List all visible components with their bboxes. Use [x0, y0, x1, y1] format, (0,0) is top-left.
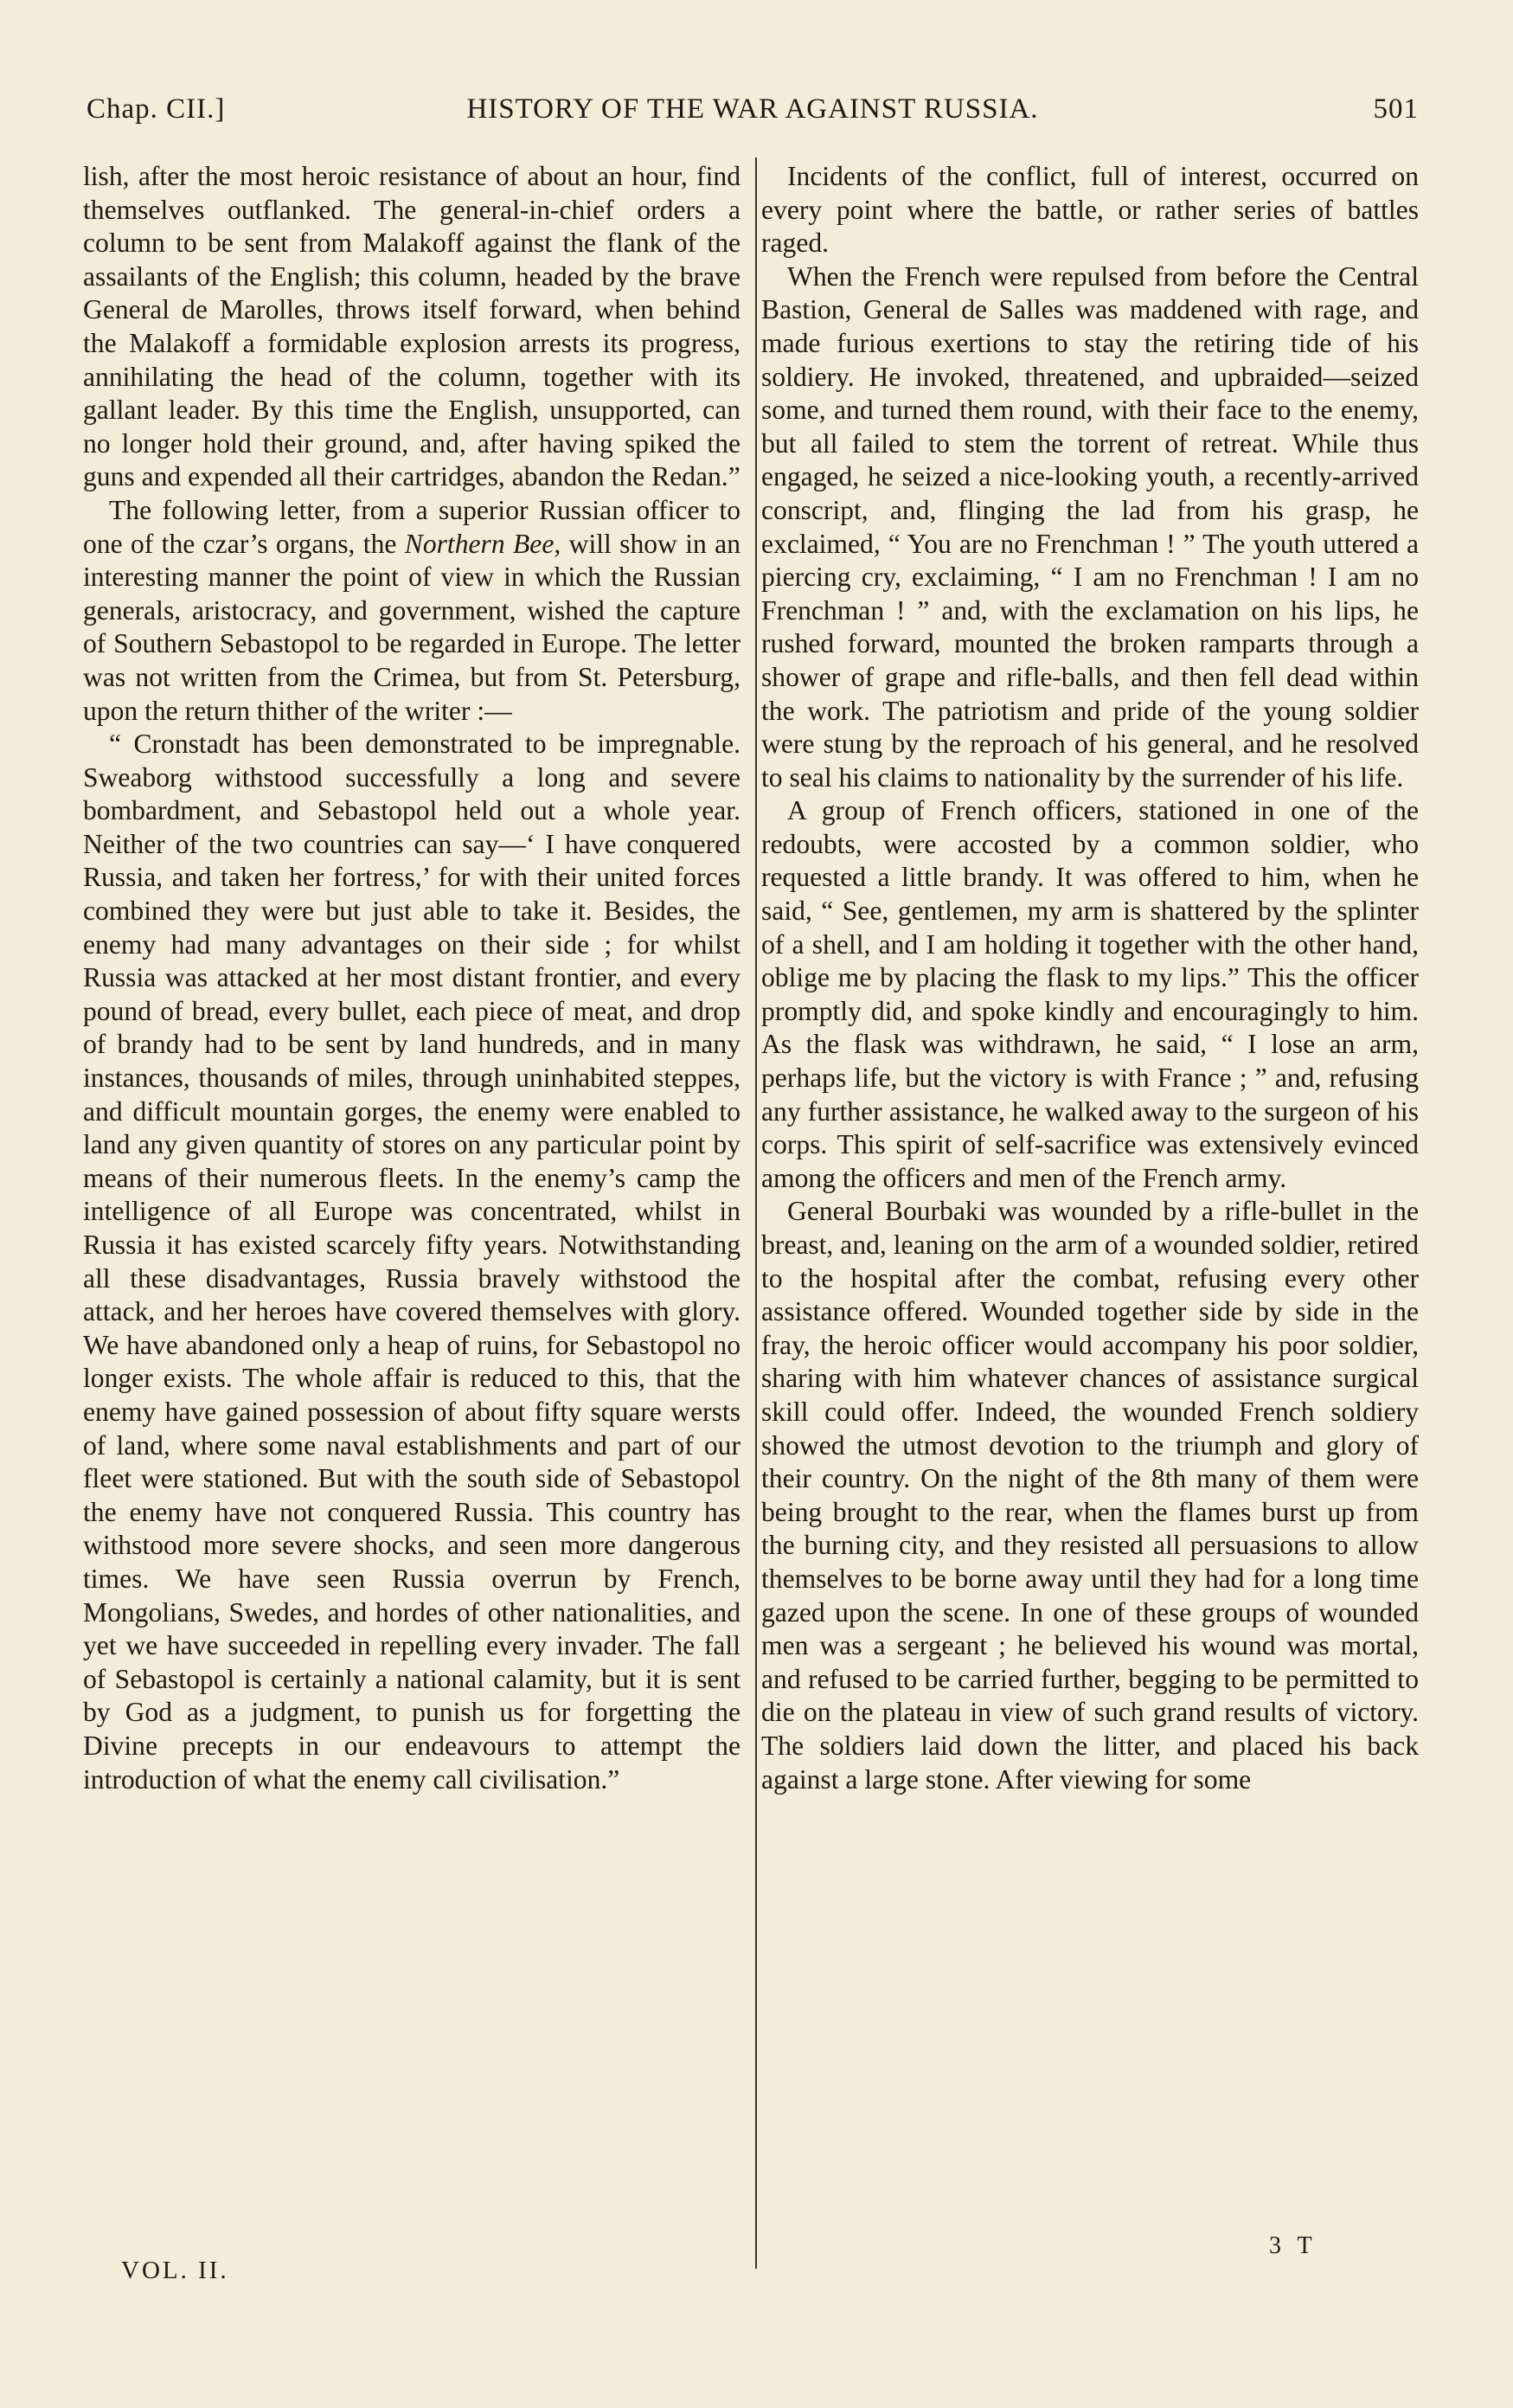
paragraph-text: The following letter, from a superior Russian officer to one of the czar’s organs, the — [83, 494, 740, 559]
paragraph-letter-quote: “ Cronstadt has been demonstrated to be impregnable. Sweaborg withstood successfully a long and severe bombardment, and Sebastopol held out a whole year. Neither of the two countries can say—‘ I have conquered Russia, and taken her fortress,’ for with their united forces combined they were but just able to take it. Besides, the enemy had many advantages on their side ; for whilst Russia was attacked at her most distant frontier, and every pound of bread, every bullet, each piece of meat, and drop of brandy had to be sent by land hundreds, and in many instances, thousands of miles, through uninhabited steppes, and difficult mountain gorges, the enemy were enabled to land any given quantity of stores on any particular point by means of their numerous fleets. In the enemy’s camp the intelligence of all Europe was concentrated, whilst in Russia it has existed scarcely fifty years. Notwithstanding all these disadvantages, Russia bravely withstood the attack, and her heroes have covered themselves with glory. We have abandoned only a heap of ruins, for Sebastopol no longer exists. The whole affair is reduced to this, that the enemy have gained possession of about fifty square wersts of land, where some naval establishments and part of our fleet were stationed. But with the south side of Sebastopol the enemy have not conquered Russia. This country has withstood more severe shocks, and seen more dangerous times. We have seen Russia overrun by French, Mongolians, Swedes, and hordes of other nationalities, and yet we have succeeded in repelling every invader. The fall of Sebastopol is certainly a national calamity, but it is sent by God as a judgment, to punish us for forgetting the Divine precepts in our endeavours to attempt the introduction of what the enemy call civilisation.” — [83, 729, 740, 1795]
paragraph-french-officers: A group of French officers, stationed in one of the redoubts, were accosted by a common soldier, who requested a little brandy. It was offered to him, when he said, “ See, gentlemen, my arm is shattered by the splinter of a shell, and I am holding it together with the other hand, oblige me by placing the flask to my lips.” This the officer promptly did, and spoke kindly and encouragingly to him. As the flask was withdrawn, he said, “ I lose an arm, perhaps life, but the victory is with France ; ” and, refusing any further assistance, he walked away to the surgeon of his corps. This spirit of self-sacrifice was extensively evinced among the officers and men of the French army. — [761, 795, 1419, 1193]
paragraph-incidents: Incidents of the conflict, full of interest, occurred on every point where the battle, or rather series of battles raged. — [761, 161, 1419, 259]
newspaper-title: Northern Bee, — [404, 528, 561, 559]
paragraph-continued: lish, after the most heroic resistance of about an hour, find themselves outflanked. The general-in-chief orders a column to be sent from Malakoff against the flank of the assailants of the English; this column, headed by the brave General de Marolles, throws itself forward, when behind the Malakoff a formidable explosion arrests its progress, annihilating the head of the column, together with its gallant leader. By this time the English, unsupported, can no longer hold their ground, and, after having spiked the guns and expended all their cartridges, abandon the Redan.” — [83, 161, 740, 492]
page-number: 501 — [1373, 93, 1419, 125]
paragraph-de-salles: When the French were repulsed from before the Central Bastion, General de Salles was maddened with rage, and made furious exertions to stay the retiring tide of his soldiery. He invoked, threatened, and upbraided—seized some, and turned them round, with their face to the enemy, but all failed to stem the torrent of retreat. While thus engaged, he seized a nice-looking youth, a recently-arrived conscript, and, flinging the lad from his grasp, he exclaimed, “ You are no Frenchman ! ” The youth uttered a piercing cry, exclaiming, “ I am no Frenchman ! I am no Frenchman ! ” and, with the exclamation on his lips, he rushed forward, mounted the broken ramparts through a shower of grape and rifle-balls, and then fell dead within the work. The patriotism and pride of the young soldier were stung by the reproach of his general, and he resolved to seal his claims to nationality by the surrender of his life. — [761, 260, 1419, 793]
paragraph-text: will show in an interesting manner the point of view in which the Russian generals, aristocracy, and government, wished the capture of Southern Sebastopol to be regarded in Europe. The letter was not written from the Crimea, but from St. Petersburg, upon the return thither of the writer :— — [83, 528, 740, 726]
volume-label: VOL. II. — [121, 2257, 229, 2284]
left-column — [83, 160, 740, 1796]
paragraph-letter-intro — [83, 494, 740, 728]
signature-mark: 3 T — [1269, 2232, 1317, 2259]
running-head — [87, 93, 1419, 137]
right-column — [761, 160, 1419, 1796]
column-divider — [755, 157, 757, 2269]
paragraph-bourbaki: General Bourbaki was wounded by a rifle-bullet in the breast, and, leaning on the arm of a wounded soldier, retired to the hospital after the combat, refusing every other assistance offered. Wounded together side by side in the fray, the heroic officer would accompany his poor soldier, sharing with him whatever chances of assistance surgical skill could offer. Indeed, the wounded French soldiery showed the utmost devotion to the triumph and glory of their country. On the night of the 8th many of them were being brought to the rear, when the flames burst up from the burning city, and they resisted all persuasions to allow themselves to be borne away until they had for a long time gazed upon the scene. In one of these groups of wounded men was a sergeant ; he believed his wound was mortal, and refused to be carried further, begging to be permitted to die on the plateau in view of such grand results of victory. The soldiers laid down the litter, and placed his back against a large stone. After viewing for some — [761, 1196, 1419, 1795]
chapter-label: Chap. CII.] — [87, 93, 226, 125]
running-title: HISTORY OF THE WAR AGAINST RUSSIA. — [466, 93, 1039, 125]
